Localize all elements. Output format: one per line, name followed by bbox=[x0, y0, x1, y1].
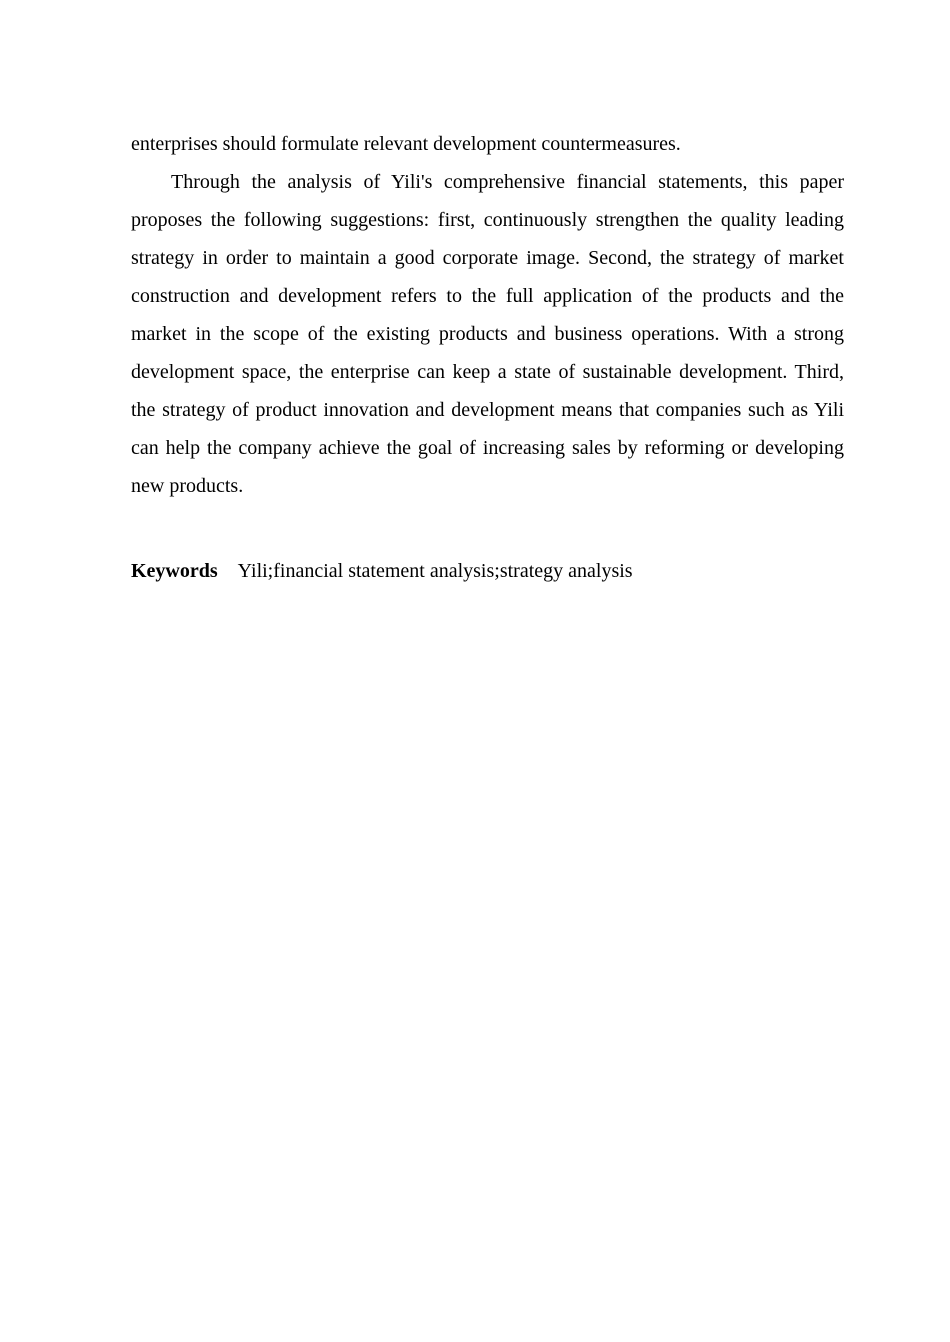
abstract-body bbox=[131, 125, 844, 590]
abstract-paragraph: Through the analysis of Yili's comprehensive financial statements, this paper proposes the following suggestions: first, continuously strengthen the quality leading strategy in order to maintain a good corporate image. Second, the strategy of market construction and development refers to the full application of the products and the market in the scope of the existing products and business operations. With a strong development space, the enterprise can keep a state of sustainable development. Third, the strategy of product innovation and development means that companies such as Yili can help the company achieve the goal of increasing sales by reforming or developing new products. bbox=[131, 171, 844, 497]
keywords-label: Keywords bbox=[131, 560, 218, 582]
continuation-line: enterprises should formulate relevant development countermeasures. bbox=[131, 133, 681, 155]
keywords-line bbox=[131, 552, 844, 590]
keywords-value: Yili;financial statement analysis;strategy analysis bbox=[237, 560, 633, 582]
